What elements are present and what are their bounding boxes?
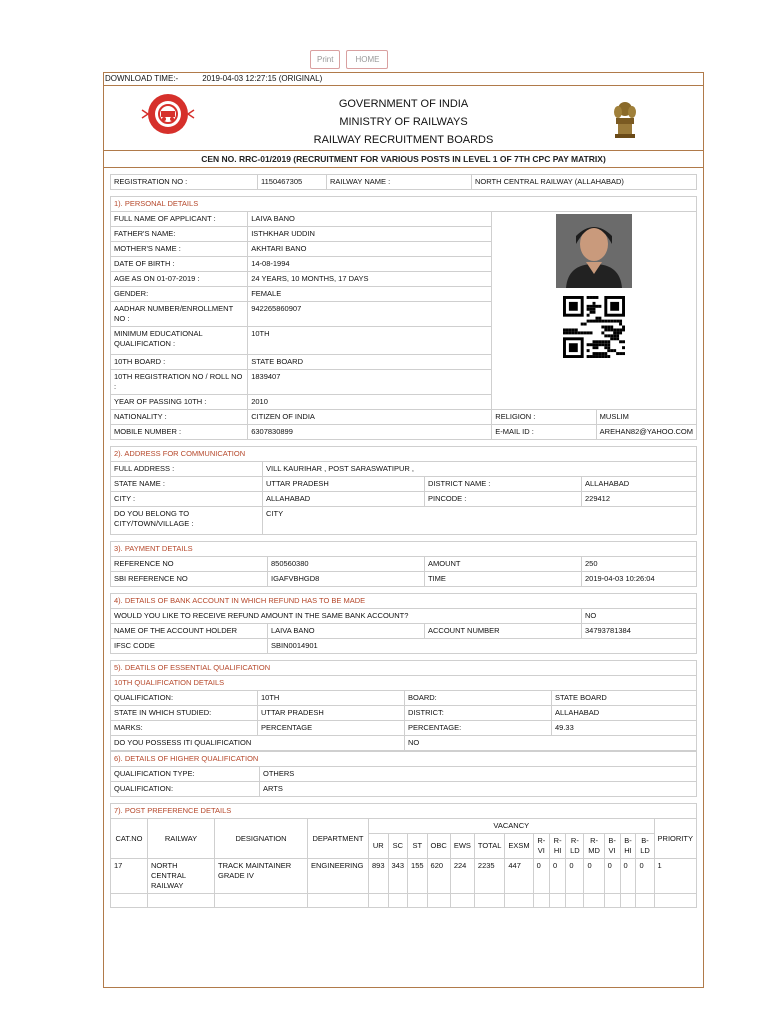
personal-field-value: ISTHKHAR UDDIN xyxy=(248,227,492,242)
post-railway: NORTH CENTRAL RAILWAY xyxy=(148,859,215,894)
vacancy-col-header: EXSM xyxy=(505,834,533,859)
city-value: ALLAHABAD xyxy=(263,492,425,507)
personal-field-value: STATE BOARD xyxy=(248,355,492,370)
vacancy-value: 0 xyxy=(604,859,620,894)
form-header xyxy=(104,86,703,151)
personal-field-value: 2010 xyxy=(248,395,492,410)
vacancy-value: 447 xyxy=(505,859,533,894)
essential-subtitle: 10TH QUALIFICATION DETAILS xyxy=(111,676,697,691)
empty-cell xyxy=(388,894,408,908)
mobile-label: MOBILE NUMBER : xyxy=(111,425,248,440)
vacancy-value: 0 xyxy=(549,859,565,894)
personal-field-label: GENDER: xyxy=(111,287,248,302)
bank-section xyxy=(110,593,697,654)
empty-cell xyxy=(636,894,654,908)
personal-field-label: DATE OF BIRTH : xyxy=(111,257,248,272)
state-name-label: STATE NAME : xyxy=(111,477,263,492)
account-holder-label: NAME OF THE ACCOUNT HOLDER xyxy=(111,624,268,639)
payment-section xyxy=(110,541,697,587)
header-line-1: GOVERNMENT OF INDIA xyxy=(338,98,469,110)
registration-section xyxy=(110,174,697,190)
account-number-value: 34793781384 xyxy=(582,624,697,639)
iti-label: DO YOU POSSESS ITI QUALIFICATION xyxy=(111,736,405,751)
print-button[interactable]: Print xyxy=(310,50,340,69)
personal-field-label: 10TH REGISTRATION NO / ROLL NO : xyxy=(111,370,248,395)
vacancy-col-header: OBC xyxy=(427,834,450,859)
vacancy-value: 620 xyxy=(427,859,450,894)
qualification-value: 10TH xyxy=(258,691,405,706)
empty-cell xyxy=(549,894,565,908)
district-value: ALLAHABAD xyxy=(552,706,697,721)
personal-field-label: AGE AS ON 01-07-2019 : xyxy=(111,272,248,287)
post-catno: 17 xyxy=(111,859,148,894)
belong-label: DO YOU BELONG TO CITY/TOWN/VILLAGE : xyxy=(111,507,263,535)
empty-cell xyxy=(620,894,636,908)
reference-no-label: REFERENCE NO xyxy=(111,557,268,572)
district-name-label: DISTRICT NAME : xyxy=(425,477,582,492)
reference-no-value: 850560380 xyxy=(268,557,425,572)
vacancy-value: 0 xyxy=(533,859,549,894)
personal-row xyxy=(111,212,697,227)
personal-details-section xyxy=(110,196,697,440)
percentage-label: PERCENTAGE: xyxy=(405,721,552,736)
city-label: CITY : xyxy=(111,492,263,507)
iti-value: NO xyxy=(405,736,697,751)
higher-qualification-label: QUALIFICATION: xyxy=(111,782,260,797)
study-state-value: UTTAR PRADESH xyxy=(258,706,405,721)
same-account-label: WOULD YOU LIKE TO RECEIVE REFUND AMOUNT IN THE SAME BANK ACCOUNT? xyxy=(111,609,582,624)
catno-header: CAT.NO xyxy=(111,819,148,859)
nationality-label: NATIONALITY : xyxy=(111,410,248,425)
sbi-reference-value: IGAFVBHGD8 xyxy=(268,572,425,587)
qr-code-icon xyxy=(563,296,625,358)
personal-field-label: 10TH BOARD : xyxy=(111,355,248,370)
vacancy-col-header: B-VI xyxy=(604,834,620,859)
ashoka-emblem-icon xyxy=(612,100,638,142)
vacancy-value: 0 xyxy=(636,859,654,894)
address-title: 2). ADDRESS FOR COMMUNICATION xyxy=(111,447,697,462)
personal-field-value: 10TH xyxy=(248,327,492,355)
board-value: STATE BOARD xyxy=(552,691,697,706)
vacancy-value: 0 xyxy=(584,859,604,894)
vacancy-col-header: TOTAL xyxy=(474,834,504,859)
empty-cell xyxy=(427,894,450,908)
marks-label: MARKS: xyxy=(111,721,258,736)
cen-title: CEN NO. RRC-01/2019 (RECRUITMENT FOR VARIOUS POSTS IN LEVEL 1 OF 7TH CPC PAY MATRIX) xyxy=(104,151,703,168)
registration-no-label: REGISTRATION NO : xyxy=(111,175,258,190)
full-address-label: FULL ADDRESS : xyxy=(111,462,263,477)
address-section xyxy=(110,446,697,535)
personal-field-value: LAIVA BANO xyxy=(248,212,492,227)
ifsc-value: SBIN0014901 xyxy=(268,639,697,654)
download-time-value: 2019-04-03 12:27:15 (ORIGINAL) xyxy=(202,74,323,83)
personal-details-title: 1). PERSONAL DETAILS xyxy=(111,197,697,212)
download-time-bar xyxy=(104,73,703,86)
post-preference-title: 7). POST PREFERENCE DETAILS xyxy=(111,804,697,819)
personal-field-label: YEAR OF PASSING 10TH : xyxy=(111,395,248,410)
vacancy-value: 2235 xyxy=(474,859,504,894)
post-designation: TRACK MAINTAINER GRADE IV xyxy=(215,859,308,894)
ifsc-label: IFSC CODE xyxy=(111,639,268,654)
higher-qualification-value: ARTS xyxy=(260,782,697,797)
qualification-label: QUALIFICATION: xyxy=(111,691,258,706)
download-time-label: DOWNLOAD TIME:- xyxy=(105,74,179,83)
higher-qualification-section xyxy=(110,751,697,797)
vacancy-col-header: B-HI xyxy=(620,834,636,859)
priority-header: PRIORITY xyxy=(654,819,696,859)
personal-field-value: 1839407 xyxy=(248,370,492,395)
essential-qualification-section xyxy=(110,660,697,751)
board-label: BOARD: xyxy=(405,691,552,706)
empty-cell xyxy=(450,894,474,908)
vacancy-col-header: B-LD xyxy=(636,834,654,859)
percentage-value: 49.33 xyxy=(552,721,697,736)
personal-field-label: AADHAR NUMBER/ENROLLMENT NO : xyxy=(111,302,248,327)
personal-field-label: FATHER'S NAME: xyxy=(111,227,248,242)
empty-cell xyxy=(308,894,369,908)
empty-cell xyxy=(215,894,308,908)
time-value: 2019-04-03 10:26:04 xyxy=(582,572,697,587)
header-line-2: MINISTRY OF RAILWAYS xyxy=(339,116,468,128)
belong-value: CITY xyxy=(263,507,697,535)
railway-name-label: RAILWAY NAME : xyxy=(327,175,472,190)
qualification-type-label: QUALIFICATION TYPE: xyxy=(111,767,260,782)
registration-no-value: 1150467305 xyxy=(258,175,327,190)
vacancy-col-header: UR xyxy=(369,834,389,859)
vacancy-value: 155 xyxy=(408,859,428,894)
bank-title: 4). DETAILS OF BANK ACCOUNT IN WHICH REFUND HAS TO BE MADE xyxy=(111,594,697,609)
payment-title: 3). PAYMENT DETAILS xyxy=(111,542,697,557)
full-address-value: VILL KAURIHAR , POST SARASWATIPUR , xyxy=(263,462,697,477)
post-preference-section xyxy=(110,803,697,908)
personal-field-value: 942265860907 xyxy=(248,302,492,327)
empty-cell xyxy=(369,894,389,908)
vacancy-value: 0 xyxy=(566,859,584,894)
empty-cell xyxy=(584,894,604,908)
email-label: E-MAIL ID : xyxy=(492,425,596,440)
qualification-type-value: OTHERS xyxy=(260,767,697,782)
personal-field-value: 14-08-1994 xyxy=(248,257,492,272)
applicant-photo-icon xyxy=(556,214,632,288)
email-value: AREHAN82@YAHOO.COM xyxy=(596,425,696,440)
personal-field-value: FEMALE xyxy=(248,287,492,302)
account-number-label: ACCOUNT NUMBER xyxy=(425,624,582,639)
railway-name-value: NORTH CENTRAL RAILWAY (ALLAHABAD) xyxy=(472,175,697,190)
photo-qr-cell xyxy=(492,212,697,410)
personal-field-value: AKHTARI BANO xyxy=(248,242,492,257)
department-header: DEPARTMENT xyxy=(308,819,369,859)
vacancy-value: 0 xyxy=(620,859,636,894)
home-button[interactable]: HOME xyxy=(346,50,388,69)
empty-cell xyxy=(474,894,504,908)
vacancy-value: 893 xyxy=(369,859,389,894)
personal-field-value: 24 YEARS, 10 MONTHS, 17 DAYS xyxy=(248,272,492,287)
study-state-label: STATE IN WHICH STUDIED: xyxy=(111,706,258,721)
vacancy-col-header: ST xyxy=(408,834,428,859)
amount-value: 250 xyxy=(582,557,697,572)
vacancy-value: 224 xyxy=(450,859,474,894)
higher-title: 6). DETAILS OF HIGHER QUALIFICATION xyxy=(111,752,697,767)
top-buttons xyxy=(310,50,388,69)
empty-cell xyxy=(654,894,696,908)
district-label: DISTRICT: xyxy=(405,706,552,721)
time-label: TIME xyxy=(425,572,582,587)
post-department: ENGINEERING xyxy=(308,859,369,894)
mobile-value: 6307830899 xyxy=(248,425,492,440)
vacancy-header: VACANCY xyxy=(369,819,655,834)
vacancy-col-header: R-HI xyxy=(549,834,565,859)
personal-field-label: FULL NAME OF APPLICANT : xyxy=(111,212,248,227)
vacancy-col-header: R-VI xyxy=(533,834,549,859)
application-form xyxy=(103,72,704,988)
amount-label: AMOUNT xyxy=(425,557,582,572)
empty-cell xyxy=(566,894,584,908)
vacancy-col-header: SC xyxy=(388,834,408,859)
empty-cell xyxy=(604,894,620,908)
personal-field-label: MINIMUM EDUCATIONAL QUALIFICATION : xyxy=(111,327,248,355)
pincode-value: 229412 xyxy=(582,492,697,507)
empty-cell xyxy=(533,894,549,908)
sbi-reference-label: SBI REFERENCE NO xyxy=(111,572,268,587)
empty-cell xyxy=(111,894,148,908)
vacancy-col-header: EWS xyxy=(450,834,474,859)
pincode-label: PINCODE : xyxy=(425,492,582,507)
nationality-value: CITIZEN OF INDIA xyxy=(248,410,492,425)
railway-header: RAILWAY xyxy=(148,819,215,859)
empty-cell xyxy=(148,894,215,908)
header-line-3: RAILWAY RECRUITMENT BOARDS xyxy=(313,134,494,146)
account-holder-value: LAIVA BANO xyxy=(268,624,425,639)
personal-field-label: MOTHER'S NAME : xyxy=(111,242,248,257)
state-name-value: UTTAR PRADESH xyxy=(263,477,425,492)
same-account-value: NO xyxy=(582,609,697,624)
designation-header: DESIGNATION xyxy=(215,819,308,859)
religion-label: RELIGION : xyxy=(492,410,596,425)
post-priority: 1 xyxy=(654,859,696,894)
empty-cell xyxy=(408,894,428,908)
vacancy-value: 343 xyxy=(388,859,408,894)
vacancy-col-header: R-MD xyxy=(584,834,604,859)
religion-value: MUSLIM xyxy=(596,410,696,425)
empty-cell xyxy=(505,894,533,908)
marks-value: PERCENTAGE xyxy=(258,721,405,736)
essential-title: 5). DEATILS OF ESSENTIAL QUALIFICATION xyxy=(111,661,697,676)
district-name-value: ALLAHABAD xyxy=(582,477,697,492)
vacancy-col-header: R-LD xyxy=(566,834,584,859)
